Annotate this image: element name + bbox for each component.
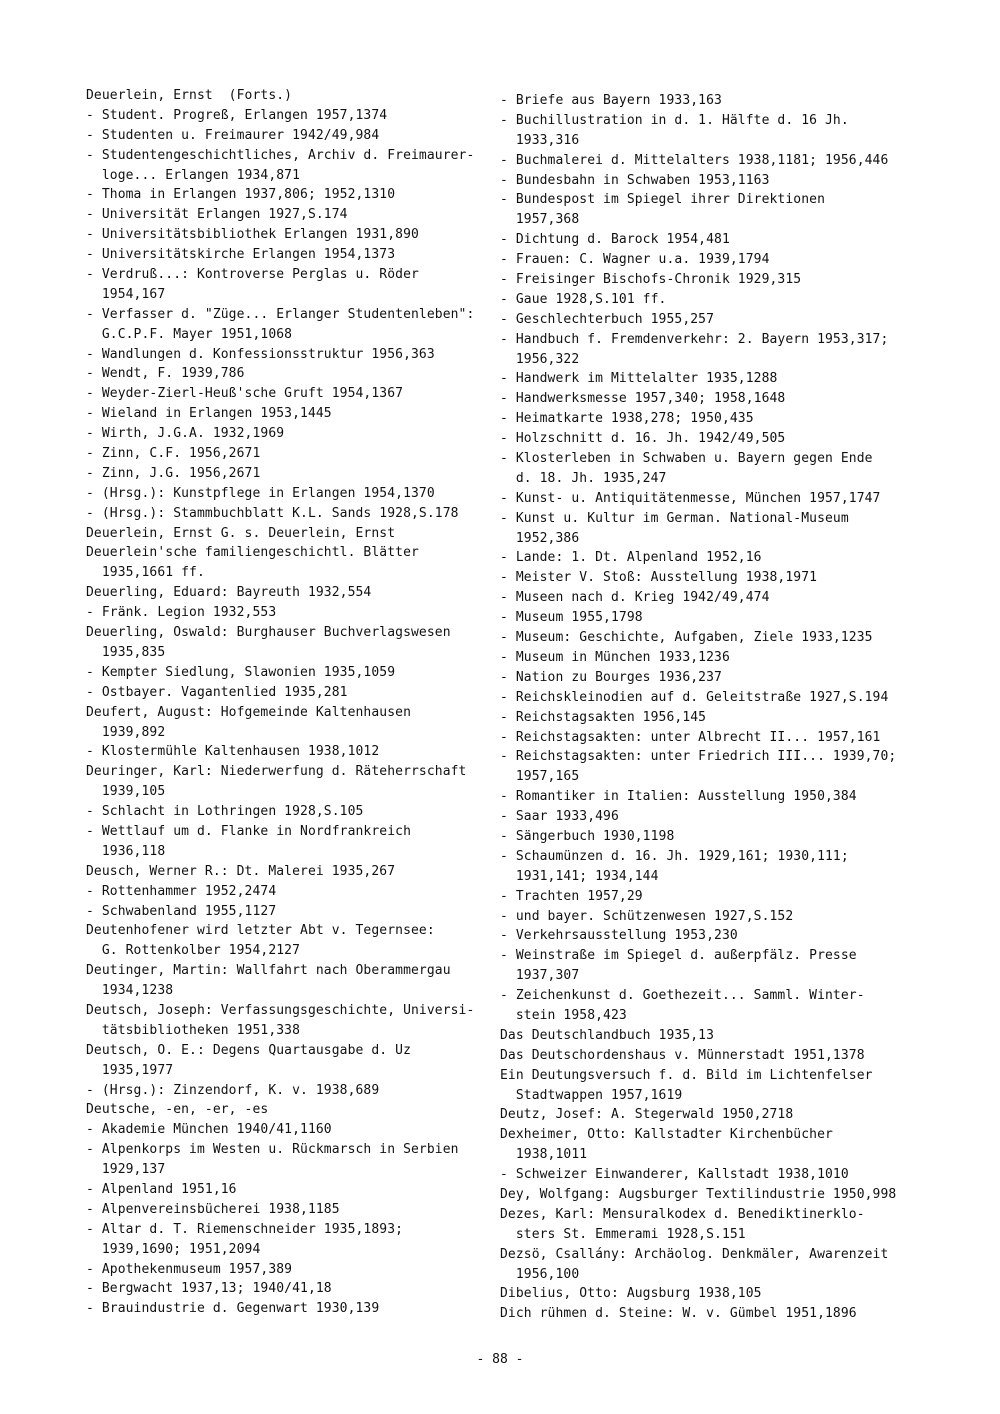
index-entry-line: Dezsö, Csallány: Archäolog. Denkmäler, Awarenzeit <box>500 1246 889 1262</box>
index-entry-line: d. 18. Jh. 1935,247 <box>500 470 667 486</box>
index-entry-line: - Handbuch f. Fremdenverkehr: 2. Bayern 1953,317; <box>500 331 889 347</box>
index-entry-line: Deutsch, O. E.: Degens Quartausgabe d. Uz <box>86 1042 411 1058</box>
index-entry-line: - Wettlauf um d. Flanke in Nordfrankreich <box>86 823 411 839</box>
index-entry-line: Deutsch, Joseph: Verfassungsgeschichte, Universi- <box>86 1002 475 1018</box>
index-entry-line: - Studentengeschichtliches, Archiv d. Freimaurer- <box>86 147 475 163</box>
index-entry-line: - Kunst u. Kultur im German. National-Museum <box>500 510 849 526</box>
index-entry-line: Deuerlein, Ernst (Forts.) <box>86 88 293 103</box>
index-entry-line: - Bundespost im Spiegel ihrer Direktionen <box>500 192 825 208</box>
index-entry-line: - Student. Progreß, Erlangen 1957,1374 <box>86 107 388 123</box>
index-entry-line: - Handwerk im Mittelalter 1935,1288 <box>500 371 778 387</box>
index-entry-line: tätsbibliotheken 1951,338 <box>86 1022 301 1038</box>
index-entry-line: - Buchillustration in d. 1. Hälfte d. 16 Jh. <box>500 112 849 128</box>
index-entry-line: Das Deutschordenshaus v. Münnerstadt 1951,1378 <box>500 1047 865 1063</box>
index-entry-line: 1937,307 <box>500 968 580 984</box>
index-entry-line: - Schaumünzen d. 16. Jh. 1929,161; 1930,111; <box>500 848 849 864</box>
index-entry-line: - Wieland in Erlangen 1953,1445 <box>86 406 332 422</box>
index-entry-line: 1935,1661 ff. <box>86 565 205 581</box>
index-entry-line: Deuerling, Oswald: Burghauser Buchverlagswesen <box>86 625 451 641</box>
index-entry-line: - Verdruß...: Kontroverse Perglas u. Röder <box>86 267 419 283</box>
index-entry-line: - Museum: Geschichte, Aufgaben, Ziele 1933,1235 <box>500 630 873 646</box>
index-entry-line: Deufert, August: Hofgemeinde Kaltenhausen <box>86 704 411 720</box>
index-entry-line: Dey, Wolfgang: Augsburger Textilindustrie 1950,998 <box>500 1186 897 1202</box>
index-entry-line: Stadtwappen 1957,1619 <box>500 1087 683 1103</box>
index-entry-line: Deuringer, Karl: Niederwerfung d. Räteherrschaft <box>86 764 467 780</box>
index-entry-line: 1938,1011 <box>500 1147 588 1163</box>
index-entry-line: 1933,316 <box>500 132 580 148</box>
index-entry-line: - Nation zu Bourges 1936,237 <box>500 669 722 685</box>
index-entry-line: stein 1958,423 <box>500 1007 627 1023</box>
index-entry-line: 1939,105 <box>86 784 166 800</box>
index-entry-line: 1939,1690; 1951,2094 <box>86 1241 261 1257</box>
index-entry-line: - Heimatkarte 1938,278; 1950,435 <box>500 411 754 427</box>
index-entry-line: Dezes, Karl: Mensuralkodex d. Benediktinerklo- <box>500 1206 865 1222</box>
index-entry-line: - Alpenvereinsbücherei 1938,1185 <box>86 1201 340 1217</box>
index-entry-line: - (Hrsg.): Zinzendorf, K. v. 1938,689 <box>86 1082 380 1098</box>
index-entry-line: - Universitätsbibliothek Erlangen 1931,890 <box>86 227 419 243</box>
index-entry-line: - Gaue 1928,S.101 ff. <box>500 291 667 307</box>
index-entry-line: Das Deutschlandbuch 1935,13 <box>500 1027 715 1043</box>
index-entry-line: - Ostbayer. Vagantenlied 1935,281 <box>86 684 348 700</box>
index-entry-line: - Thoma in Erlangen 1937,806; 1952,1310 <box>86 187 396 203</box>
index-entry-line: - Apothekenmuseum 1957,389 <box>86 1261 293 1277</box>
index-entry-line: - Weyder-Zierl-Heuß'sche Gruft 1954,1367 <box>86 386 404 402</box>
left-index-column <box>86 86 491 1319</box>
index-entry-line: Deutz, Josef: A. Stegerwald 1950,2718 <box>500 1107 794 1123</box>
index-entry-line: Dexheimer, Otto: Kallstadter Kirchenbücher <box>500 1127 833 1143</box>
index-entry-line: - Reichskleinodien auf d. Geleitstraße 1927,S.194 <box>500 689 889 705</box>
index-entry-line: - Brauindustrie d. Gegenwart 1930,139 <box>86 1301 380 1317</box>
index-entry-line: - Handwerksmesse 1957,340; 1958,1648 <box>500 391 786 407</box>
index-entry-line: 1931,141; 1934,144 <box>500 868 659 884</box>
index-entry-line: Deuerlein'sche familiengeschichtl. Blätter <box>86 545 419 561</box>
page-number: - 88 - <box>476 1352 524 1367</box>
index-entry-line: - Altar d. T. Riemenschneider 1935,1893; <box>86 1221 404 1237</box>
index-entry-line: - Verfasser d. "Züge... Erlanger Studentenleben": <box>86 306 475 322</box>
index-entry-line: - Klostermühle Kaltenhausen 1938,1012 <box>86 744 380 760</box>
index-entry-line: - Schwabenland 1955,1127 <box>86 903 277 919</box>
index-entry-line: 1929,137 <box>86 1162 166 1178</box>
index-entry-line: - Bergwacht 1937,13; 1940/41,18 <box>86 1281 332 1297</box>
index-entry-line: - Zinn, J.G. 1956,2671 <box>86 465 261 481</box>
index-entry-line: - Universität Erlangen 1927,S.174 <box>86 207 348 223</box>
index-entry-line: - Buchmalerei d. Mittelalters 1938,1181; 1956,446 <box>500 152 889 168</box>
index-entry-line: - Holzschnitt d. 16. Jh. 1942/49,505 <box>500 431 786 447</box>
index-entry-line: - Universitätskirche Erlangen 1954,1373 <box>86 247 396 263</box>
index-entry-line: - Sängerbuch 1930,1198 <box>500 828 675 844</box>
index-entry-line: - Akademie München 1940/41,1160 <box>86 1122 332 1138</box>
index-entry-line: Dibelius, Otto: Augsburg 1938,105 <box>500 1286 762 1302</box>
index-entry-line: 1939,892 <box>86 724 166 740</box>
index-entry-line: - Zinn, C.F. 1956,2671 <box>86 446 261 462</box>
index-entry-line: 1956,322 <box>500 351 580 367</box>
index-entry-line: - Meister V. Stoß: Ausstellung 1938,1971 <box>500 570 818 586</box>
index-entry-line: 1952,386 <box>500 530 580 546</box>
index-entry-line: - Schlacht in Lothringen 1928,S.105 <box>86 804 364 820</box>
right-index-column <box>500 91 905 1324</box>
index-entry-line: - (Hrsg.): Kunstpflege in Erlangen 1954,1370 <box>86 485 435 501</box>
index-entry-line: 1957,165 <box>500 769 580 785</box>
index-entry-line: - Schweizer Einwanderer, Kallstadt 1938,1010 <box>500 1167 849 1183</box>
index-entry-line: - Geschlechterbuch 1955,257 <box>500 311 715 327</box>
index-entry-line: 1954,167 <box>86 286 166 302</box>
index-entry-line: 1935,835 <box>86 644 166 660</box>
index-entry-line: - (Hrsg.): Stammbuchblatt K.L. Sands 1928,S.178 <box>86 505 459 521</box>
index-entry-line: - Trachten 1957,29 <box>500 888 643 904</box>
index-entry-line: - Wirth, J.G.A. 1932,1969 <box>86 426 285 442</box>
index-entry-line: 1956,100 <box>500 1266 580 1282</box>
index-entry-line: - Briefe aus Bayern 1933,163 <box>500 93 722 108</box>
index-entry-line: - Freisinger Bischofs-Chronik 1929,315 <box>500 272 802 288</box>
index-entry-line: Deuerlein, Ernst G. s. Deuerlein, Ernst <box>86 525 396 541</box>
index-entry-line: Deusch, Werner R.: Dt. Malerei 1935,267 <box>86 863 396 879</box>
index-entry-line: G.C.P.F. Mayer 1951,1068 <box>86 326 293 342</box>
index-entry-line: - Romantiker in Italien: Ausstellung 1950,384 <box>500 789 857 805</box>
index-entry-line: - Frauen: C. Wagner u.a. 1939,1794 <box>500 252 770 268</box>
index-entry-line: sters St. Emmerami 1928,S.151 <box>500 1226 746 1242</box>
index-entry-line: - Zeichenkunst d. Goethezeit... Samml. Winter- <box>500 988 865 1004</box>
index-entry-line: - Kempter Siedlung, Slawonien 1935,1059 <box>86 664 396 680</box>
index-entry-line: - Dichtung d. Barock 1954,481 <box>500 232 730 248</box>
index-entry-line: Ein Deutungsversuch f. d. Bild im Lichtenfelser <box>500 1067 873 1083</box>
index-entry-line: - Kunst- u. Antiquitätenmesse, München 1957,1747 <box>500 490 881 506</box>
index-entry-line: - Museum 1955,1798 <box>500 610 643 626</box>
index-entry-line: 1957,368 <box>500 212 580 228</box>
index-entry-line: - Verkehrsausstellung 1953,230 <box>500 928 738 944</box>
index-entry-line: Dich rühmen d. Steine: W. v. Gümbel 1951,1896 <box>500 1306 857 1322</box>
index-entry-line: - Reichstagsakten: unter Friedrich III... 1939,70; <box>500 749 897 765</box>
index-entry-line: Deuerling, Eduard: Bayreuth 1932,554 <box>86 585 372 601</box>
index-entry-line: - Alpenkorps im Westen u. Rückmarsch in Serbien <box>86 1142 459 1158</box>
index-entry-line: - Saar 1933,496 <box>500 809 619 825</box>
index-entry-line: - Wandlungen d. Konfessionsstruktur 1956,363 <box>86 346 435 362</box>
index-entry-line: - Museum in München 1933,1236 <box>500 649 730 665</box>
index-entry-line: - Alpenland 1951,16 <box>86 1181 237 1197</box>
index-entry-line: Deutsche, -en, -er, -es <box>86 1102 269 1118</box>
index-entry-line: - Bundesbahn in Schwaben 1953,1163 <box>500 172 770 188</box>
index-entry-line: 1936,118 <box>86 843 166 859</box>
index-entry-line: G. Rottenkolber 1954,2127 <box>86 943 301 959</box>
index-entry-line: - Fränk. Legion 1932,553 <box>86 605 277 621</box>
index-entry-line: 1935,1977 <box>86 1062 174 1078</box>
index-entry-line: 1934,1238 <box>86 983 174 999</box>
index-entry-line: - Studenten u. Freimaurer 1942/49,984 <box>86 127 380 143</box>
index-entry-line: - Weinstraße im Spiegel d. außerpfälz. Presse <box>500 948 857 964</box>
index-entry-line: Deutinger, Martin: Wallfahrt nach Oberammergau <box>86 963 451 979</box>
index-entry-line: - Museen nach d. Krieg 1942/49,474 <box>500 590 770 606</box>
index-entry-line: - Rottenhammer 1952,2474 <box>86 883 277 899</box>
index-entry-line: - und bayer. Schützenwesen 1927,S.152 <box>500 908 794 924</box>
index-entry-line: - Lande: 1. Dt. Alpenland 1952,16 <box>500 550 762 566</box>
index-entry-line: Deutenhofener wird letzter Abt v. Tegernsee: <box>86 923 435 939</box>
index-entry-line: - Wendt, F. 1939,786 <box>86 366 245 382</box>
index-entry-line: - Reichstagsakten 1956,145 <box>500 709 707 725</box>
index-entry-line: - Klosterleben in Schwaben u. Bayern gegen Ende <box>500 451 873 467</box>
index-entry-line: loge... Erlangen 1934,871 <box>86 167 301 183</box>
index-entry-line: - Reichstagsakten: unter Albrecht II... 1957,161 <box>500 729 881 745</box>
